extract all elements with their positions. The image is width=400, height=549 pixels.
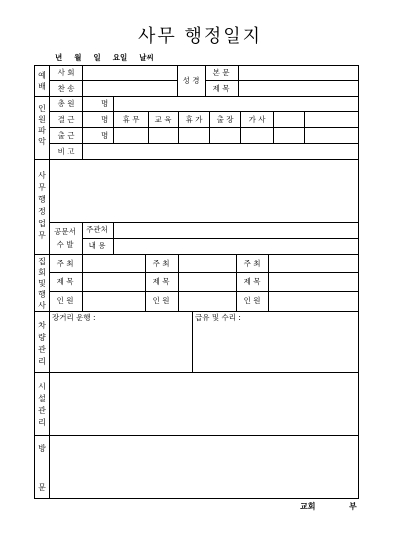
section-char: 관 <box>38 406 46 415</box>
frame-right <box>358 65 359 499</box>
category-off-label: 휴 무 <box>122 115 140 124</box>
admin-col-1 <box>82 222 83 254</box>
worship-label-col <box>82 65 83 96</box>
section-char: 배 <box>38 82 46 91</box>
meeting-attendance-label: 인 원 <box>152 296 170 305</box>
category-trip-label: 출 장 <box>216 115 234 124</box>
section-meetings <box>36 256 48 311</box>
scripture-col-c <box>238 65 239 96</box>
section-visitors-end <box>36 482 48 493</box>
staff-col-4 <box>209 111 210 143</box>
section-vehicle <box>36 320 48 368</box>
staff-col-3 <box>178 111 179 143</box>
unit-label: 명 <box>101 99 109 108</box>
scripture-text-label: 본 문 <box>212 68 230 77</box>
section-char: 정 <box>38 207 46 216</box>
docs-organizer-label: 주관처 <box>86 225 108 234</box>
section-char: 리 <box>38 418 46 427</box>
docs-content-label: 내 용 <box>88 241 106 250</box>
vehicle-col <box>192 311 193 372</box>
section-char: 행 <box>38 290 46 299</box>
unit-label: 명 <box>101 115 109 124</box>
meetings-col-5 <box>268 254 269 311</box>
staff-col-6 <box>273 111 274 143</box>
section-char: 예 <box>38 71 46 80</box>
section-char: 인 <box>38 104 46 113</box>
staff-row-line-1 <box>49 111 358 112</box>
meetings-row-line-1 <box>49 272 358 273</box>
page-title: 사무 행정일지 <box>137 26 263 47</box>
vehicle-bottom <box>34 372 358 373</box>
section-char: 사 <box>38 301 46 310</box>
meeting-title-label: 제 목 <box>152 277 170 286</box>
staff-bottom <box>34 159 358 160</box>
section-admin <box>36 170 48 242</box>
long-distance-label: 장거리 운행 : <box>52 313 96 322</box>
section-staff <box>36 103 48 147</box>
staff-col-5 <box>240 111 241 143</box>
frame-bottom <box>34 498 359 499</box>
staff-absent-label: 결 근 <box>57 115 75 124</box>
section-char: 설 <box>38 394 46 403</box>
category-family-label: 가 사 <box>248 115 266 124</box>
staff-row-line-2 <box>49 127 358 128</box>
date-weather: 날씨 <box>139 53 154 62</box>
worship-leader-label: 사 회 <box>57 68 75 77</box>
admin-row-line-2 <box>82 238 358 239</box>
section-char: 원 <box>38 115 46 124</box>
church-label: 교회 <box>300 502 316 511</box>
admin-row-line-1 <box>49 222 358 223</box>
section-char: 리 <box>38 357 46 366</box>
date-line <box>55 52 166 63</box>
section-divider <box>49 65 50 499</box>
staff-note-label: 비 고 <box>57 147 75 156</box>
meeting-title-label: 제 목 <box>56 277 74 286</box>
section-char: 문 <box>38 483 46 492</box>
official-docs-label-2: 수 발 <box>56 240 74 249</box>
section-char: 회 <box>38 268 46 277</box>
section-char: 사 <box>38 171 46 180</box>
meeting-attendance-label: 인 원 <box>243 296 261 305</box>
section-char: 관 <box>38 345 46 354</box>
dept-label: 부 <box>349 502 357 511</box>
meeting-host-label: 주 최 <box>56 259 74 268</box>
frame-left <box>34 65 35 499</box>
official-docs-label-1: 공문서 <box>54 227 76 236</box>
date-month: 월 <box>74 53 82 62</box>
facility-bottom <box>34 435 358 436</box>
section-char: 행 <box>38 195 46 204</box>
category-training-label: 교 육 <box>154 115 172 124</box>
meetings-col-3 <box>178 254 179 311</box>
meetings-col-2 <box>145 254 146 311</box>
section-char: 집 <box>38 257 46 266</box>
section-char: 무 <box>38 231 46 240</box>
meeting-attendance-label: 인 원 <box>56 296 74 305</box>
section-char: 방 <box>38 444 46 453</box>
date-year: 년 <box>55 53 63 62</box>
section-visitors <box>36 443 48 454</box>
section-char: 시 <box>38 382 46 391</box>
section-worship <box>36 70 48 92</box>
scripture-col-b <box>205 65 206 96</box>
meetings-col-4 <box>236 254 237 311</box>
category-vacation-label: 휴 가 <box>185 115 203 124</box>
staff-row-line-3 <box>49 143 358 144</box>
section-char: 차 <box>38 321 46 330</box>
section-facility <box>36 381 48 429</box>
meetings-row-line-2 <box>49 291 358 292</box>
admin-col-2 <box>113 222 114 254</box>
scripture-label: 성 경 <box>182 76 200 85</box>
meeting-host-label: 주 최 <box>243 259 261 268</box>
section-char: 및 <box>38 279 46 288</box>
meeting-title-label: 제 목 <box>243 277 261 286</box>
staff-col-1 <box>113 96 114 143</box>
section-char: 파 <box>38 126 46 135</box>
staff-label-col <box>82 96 83 159</box>
staff-total-label: 총 원 <box>57 99 75 108</box>
worship-row-line <box>49 80 177 81</box>
meetings-col-1 <box>82 254 83 311</box>
scripture-row-line <box>205 80 358 81</box>
date-weekday: 요일 <box>112 53 128 62</box>
date-day: 일 <box>93 53 101 62</box>
section-char: 업 <box>38 219 46 228</box>
meeting-host-label: 주 최 <box>152 259 170 268</box>
section-char: 악 <box>38 137 46 146</box>
staff-present-label: 출 근 <box>57 131 75 140</box>
staff-col-2 <box>148 111 149 143</box>
sermon-title-label: 제 목 <box>212 84 230 93</box>
fuel-repair-label: 급유 및 수리 : <box>195 313 241 322</box>
section-char: 량 <box>38 333 46 342</box>
scripture-col-a <box>177 65 178 96</box>
hymn-label: 찬 송 <box>57 84 75 93</box>
section-char: 무 <box>38 183 46 192</box>
meetings-bottom <box>34 311 358 312</box>
unit-label: 명 <box>101 131 109 140</box>
staff-col-7 <box>304 111 305 143</box>
